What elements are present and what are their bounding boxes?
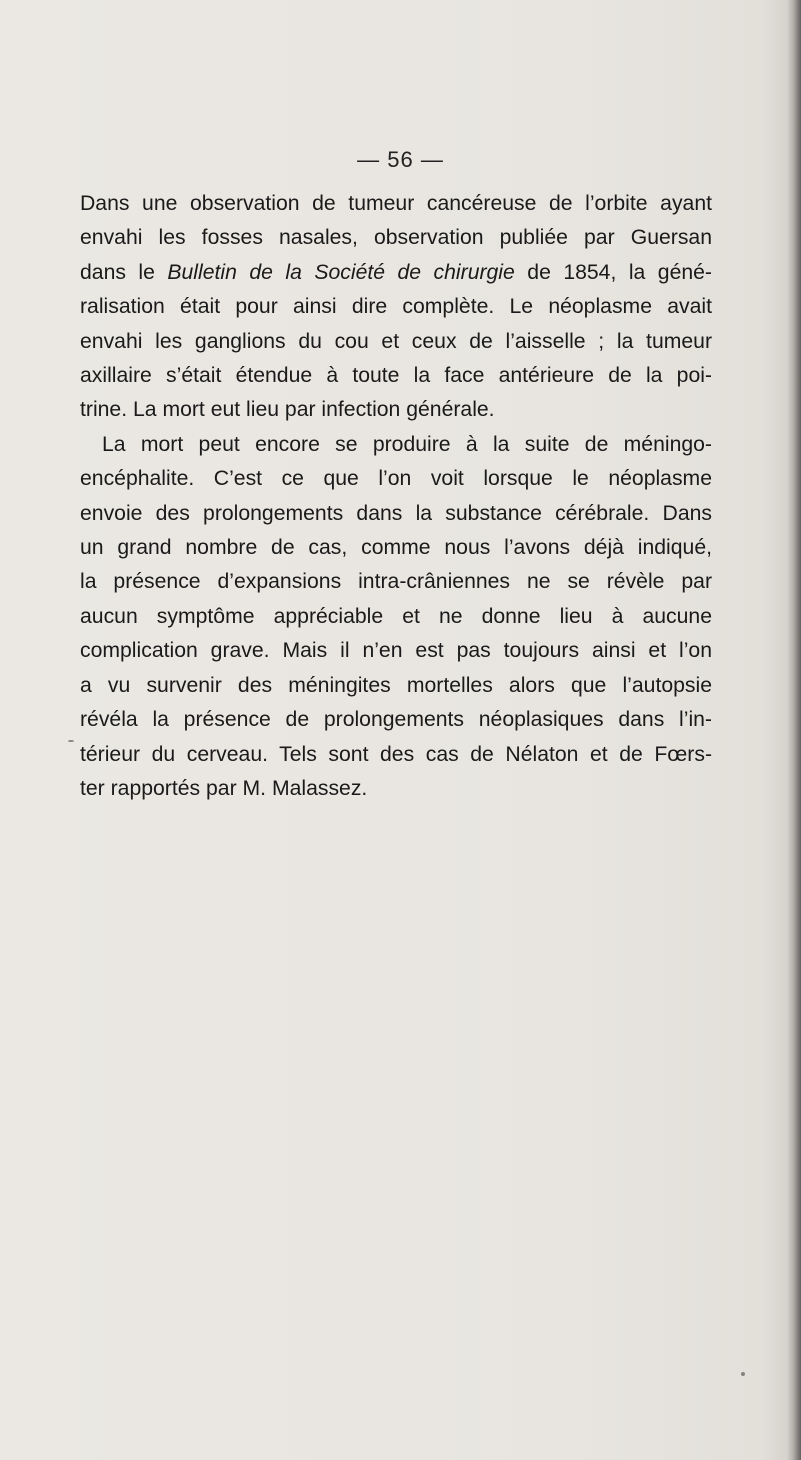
- paper-speck: [68, 740, 74, 742]
- body-text: [80, 187, 712, 806]
- paragraph-2-line-5: la présence d’expansions intra-crâniennes ne se révèle par: [80, 570, 712, 594]
- line-3-suffix: de 1854, la géné-: [514, 260, 712, 284]
- journal-title: Bulletin de la Société de chirurgie: [167, 260, 515, 284]
- paragraph-1-line-5: envahi les ganglions du cou et ceux de l’aisselle ; la tumeur: [80, 329, 712, 353]
- paragraph-2-line-11: ter rapportés par M. Malassez.: [80, 776, 368, 800]
- paragraph-1-line-4: ralisation était pour ainsi dire complète. Le néoplasme avait: [80, 295, 712, 319]
- paragraph-2-line-9: révéla la présence de prolongements néoplasiques dans l’in-: [80, 708, 712, 732]
- page-number: — 56 —: [357, 147, 444, 172]
- paragraph-2-line-7: complication grave. Mais il n’en est pas toujours ainsi et l’on: [80, 639, 712, 663]
- paragraph-1-line-7: trine. La mort eut lieu par infection générale.: [80, 398, 495, 422]
- paragraph-1-line-6: axillaire s’était étendue à toute la face antérieure de la poi-: [80, 364, 712, 388]
- paragraph-2-line-3: envoie des prolongements dans la substance cérébrale. Dans: [80, 501, 712, 525]
- paragraph-2-line-10: térieur du cerveau. Tels sont des cas de Nélaton et de Fœrs-: [80, 742, 712, 766]
- paragraph-1-line-3: [80, 256, 712, 290]
- line-3-prefix: dans le: [80, 260, 168, 284]
- paragraph-2-line-6: aucun symptôme appréciable et ne donne lieu à aucune: [80, 604, 712, 628]
- paper-speck: [741, 1372, 745, 1376]
- page-edge-shadow: [787, 0, 801, 1460]
- paragraph-1-line-1: Dans une observation de tumeur cancéreuse de l’orbite ayant: [80, 192, 712, 215]
- paragraph-2-line-1: La mort peut encore se produire à la suite de méningo-: [102, 432, 712, 456]
- paragraph-1-line-2: envahi les fosses nasales, observation publiée par Guersan: [80, 226, 712, 250]
- paragraph-2-line-4: un grand nombre de cas, comme nous l’avons déjà indiqué,: [80, 536, 712, 560]
- paragraph-2-line-8: a vu survenir des méningites mortelles alors que l’autopsie: [80, 673, 712, 697]
- paragraph-2-line-2: encéphalite. C’est ce que l’on voit lorsque le néoplasme: [80, 467, 712, 491]
